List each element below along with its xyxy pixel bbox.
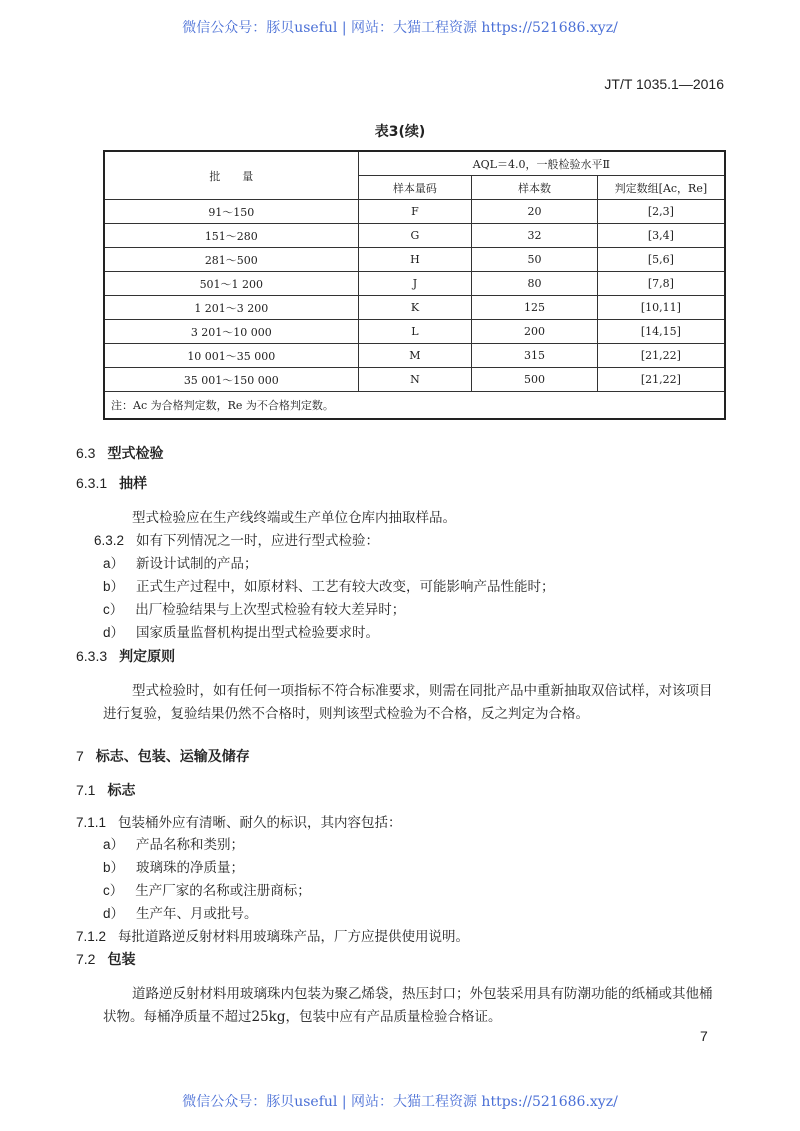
- paragraph-text: 如有下列情况之一时，应进行型式检验：: [136, 533, 380, 549]
- section-number: 6.3.3: [76, 648, 108, 664]
- paragraph: [103, 902, 258, 922]
- table-cell: [7,8]: [597, 272, 725, 296]
- table-cell: 500: [472, 368, 598, 392]
- standard-number: JT/T 1035.1—2016: [604, 76, 724, 92]
- section-number: 7: [76, 748, 84, 764]
- header-judge: 判定数组[Ac，Re]: [597, 176, 725, 200]
- table-cell: N: [358, 368, 472, 392]
- paragraph: [103, 879, 311, 899]
- paragraph: [94, 529, 379, 549]
- table-cell: 501～1 200: [104, 272, 358, 296]
- paragraph-text: 道路逆反射材料用玻璃珠内包装为聚乙烯袋，热压封口；外包装采用具有防潮功能的纸桶或其他桶: [132, 986, 713, 1002]
- paragraph: [103, 575, 555, 595]
- section-number: a）: [103, 556, 125, 571]
- paragraph: [103, 552, 258, 572]
- section-heading: [76, 646, 175, 666]
- table-cell: F: [358, 200, 472, 224]
- table-cell: G: [358, 224, 472, 248]
- table-cell: 20: [472, 200, 598, 224]
- section-number: 7.2: [76, 951, 96, 967]
- paragraph-text: 型式检验应在生产线终端或生产单位仓库内抽取样品。: [132, 510, 456, 526]
- section-number: a）: [103, 837, 125, 852]
- table-cell: [21,22]: [597, 368, 725, 392]
- paragraph-text: 包装桶外应有清晰、耐久的标识，其内容包括：: [118, 815, 402, 831]
- table-caption: 表3(续): [374, 124, 426, 140]
- table-cell: 151～280: [104, 224, 358, 248]
- section-number: c）: [103, 602, 124, 617]
- header-batch: 批 量: [104, 151, 358, 200]
- table-cell: [5,6]: [597, 248, 725, 272]
- section-title: 判定原则: [119, 649, 176, 665]
- section-number: 7.1.1: [76, 815, 107, 830]
- paragraph-text: 状物。每桶净质量不超过25kg，包装中应有产品质量检验合格证。: [103, 1009, 502, 1025]
- paragraph-text: 正式生产过程中，如原材料、工艺有较大改变，可能影响产品性能时；: [136, 579, 555, 595]
- watermark-top: 微信公众号：豚贝useful | 网站：大猫工程资源 https://521686.xyz/: [182, 20, 618, 36]
- section-number: d）: [103, 625, 125, 640]
- paragraph-text: 每批道路逆反射材料用玻璃珠产品，厂方应提供使用说明。: [118, 929, 470, 945]
- section-number: 6.3.1: [76, 475, 108, 491]
- table-row: [104, 272, 725, 296]
- header-size: 样本数: [472, 176, 598, 200]
- section-title: 标志: [107, 783, 136, 799]
- paragraph: [103, 1005, 502, 1025]
- paragraph: [103, 598, 405, 618]
- table-row: [104, 248, 725, 272]
- table-cell: 125: [472, 296, 598, 320]
- table-cell: [21,22]: [597, 344, 725, 368]
- section-number: 7.1.2: [76, 929, 107, 944]
- paragraph-text: 出厂检验结果与上次型式检验有较大差异时；: [135, 602, 406, 618]
- paragraph-text: 玻璃珠的净质量；: [136, 860, 245, 876]
- section-heading: [76, 746, 250, 766]
- table-cell: M: [358, 344, 472, 368]
- table-row: [104, 200, 725, 224]
- paragraph-text: 国家质量监督机构提出型式检验要求时。: [136, 625, 380, 641]
- paragraph-text: 产品名称和类别；: [136, 837, 245, 853]
- paragraph: [132, 679, 713, 699]
- section-heading: [76, 780, 135, 800]
- table-cell: [3,4]: [597, 224, 725, 248]
- header-aql: AQL＝4.0，一般检验水平Ⅱ: [358, 151, 725, 176]
- table-cell: 281～500: [104, 248, 358, 272]
- table-row: [104, 224, 725, 248]
- table-cell: K: [358, 296, 472, 320]
- table-cell: 32: [472, 224, 598, 248]
- paragraph: [103, 833, 244, 853]
- table-cell: 80: [472, 272, 598, 296]
- table-cell: L: [358, 320, 472, 344]
- paragraph: [103, 702, 589, 722]
- paragraph-text: 生产厂家的名称或注册商标；: [135, 883, 311, 899]
- table-cell: 3 201～10 000: [104, 320, 358, 344]
- section-number: 6.3.2: [94, 533, 125, 548]
- table-cell: [10,11]: [597, 296, 725, 320]
- section-heading: [76, 443, 163, 463]
- table-cell: 10 001～35 000: [104, 344, 358, 368]
- table-cell: 91～150: [104, 200, 358, 224]
- table-row: [104, 368, 725, 392]
- section-number: d）: [103, 906, 125, 921]
- section-number: c）: [103, 883, 124, 898]
- table-cell: 1 201～3 200: [104, 296, 358, 320]
- table-cell: 315: [472, 344, 598, 368]
- section-number: 7.1: [76, 782, 96, 798]
- table-row: [104, 344, 725, 368]
- table-row: [104, 320, 725, 344]
- sampling-table: [103, 150, 726, 420]
- table-cell: 50: [472, 248, 598, 272]
- paragraph: [103, 856, 244, 876]
- section-number: 6.3: [76, 445, 96, 461]
- section-number: b）: [103, 579, 125, 594]
- section-title: 抽样: [119, 476, 148, 492]
- paragraph-text: 新设计试制的产品；: [136, 556, 258, 572]
- section-heading: [76, 473, 147, 493]
- page-number: 7: [700, 1028, 708, 1044]
- section-title: 包装: [107, 952, 136, 968]
- table-cell: 35 001～150 000: [104, 368, 358, 392]
- table-cell: [14,15]: [597, 320, 725, 344]
- paragraph: [76, 925, 469, 945]
- section-heading: [76, 949, 135, 969]
- table-note: 注：Ac 为合格判定数，Re 为不合格判定数。: [104, 392, 725, 420]
- paragraph: [103, 621, 379, 641]
- table-cell: H: [358, 248, 472, 272]
- watermark-bottom: 微信公众号：豚贝useful | 网站：大猫工程资源 https://521686.xyz/: [182, 1094, 618, 1110]
- paragraph-text: 进行复验，复验结果仍然不合格时，则判该型式检验为不合格，反之判定为合格。: [103, 706, 589, 722]
- table-cell: 200: [472, 320, 598, 344]
- table-row: [104, 296, 725, 320]
- paragraph: [132, 982, 713, 1002]
- table-cell: J: [358, 272, 472, 296]
- paragraph-text: 型式检验时，如有任何一项指标不符合标准要求，则需在同批产品中重新抽取双倍试样，对该项目: [132, 683, 713, 699]
- section-title: 型式检验: [107, 446, 164, 462]
- paragraph-text: 生产年、月或批号。: [136, 906, 258, 922]
- section-number: b）: [103, 860, 125, 875]
- paragraph: [76, 811, 402, 831]
- header-code: 样本量码: [358, 176, 472, 200]
- paragraph: [132, 506, 456, 526]
- section-title: 标志、包装、运输及储存: [95, 749, 250, 765]
- table-cell: [2,3]: [597, 200, 725, 224]
